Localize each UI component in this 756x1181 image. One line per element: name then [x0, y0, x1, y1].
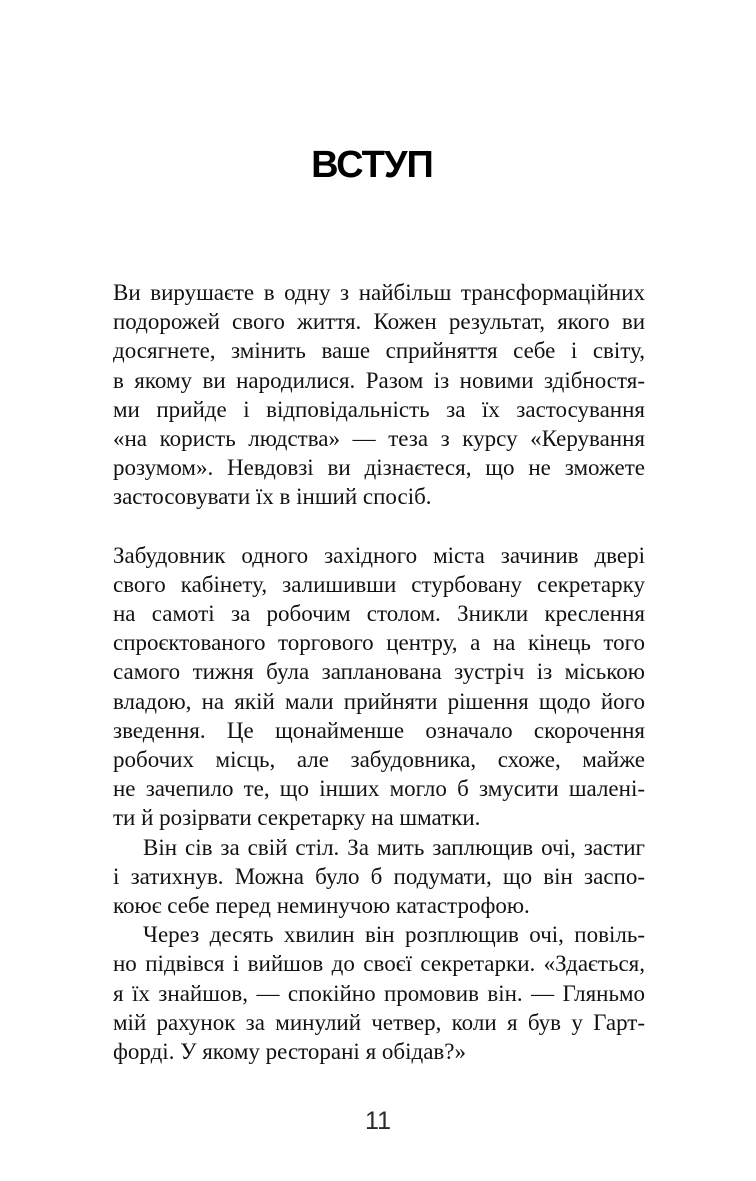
text-line: Забудовник одного західного міста зачинив двері: [113, 542, 645, 568]
text-line: Ви вирушаєте в одну з найбільш трансформаційних: [113, 280, 645, 305]
paragraph: [113, 920, 645, 1066]
text-line: владою, на якій мали прийняти рішення щодо його: [113, 688, 645, 714]
text-line: «на користь людства» — теза з курсу «Керування: [113, 425, 645, 451]
text-line: в якому ви народилися. Разом із новими здібностя-: [113, 367, 645, 393]
body-text: [113, 278, 645, 1066]
text-line: коює себе перед неминучою катастрофою.: [113, 892, 530, 918]
text-line: на самоті за робочим столом. Зникли креслення: [113, 601, 645, 627]
chapter-title: ВСТУП: [311, 144, 433, 186]
paragraph: [113, 541, 645, 833]
text-line: спроєктованого торгового центру, а на кінець того: [113, 630, 645, 656]
paragraph: [113, 278, 645, 512]
page-number: 11: [365, 1107, 391, 1135]
text-line: я їх знайшов, — спокійно промовив він. — Гляньмо: [113, 980, 645, 1006]
text-line: і затихнув. Можна було б подумати, що він заспо-: [113, 863, 645, 889]
text-line: форді. У якому ресторані я обідав?»: [113, 1038, 466, 1064]
text-line: самого тижня була запланована зустріч із міською: [113, 659, 645, 685]
text-line: робочих місць, але забудовника, схоже, майже: [113, 747, 645, 772]
paragraph: [113, 833, 645, 921]
text-line: Він сів за свій стіл. За мить заплющив очі, застиг: [143, 834, 645, 860]
text-line: но підвівся і вийшов до своєї секретарки. «Здається,: [113, 951, 645, 977]
text-line: не зачепило те, що інших могло б змусити шалені-: [113, 776, 645, 802]
text-line: розумом». Невдовзі ви дізнаєтеся, що не зможете: [113, 455, 645, 481]
text-line: досягнете, змінить ваше сприйняття себе і світу,: [113, 338, 645, 364]
text-line: Через десять хвилин він розплющив очі, повіль-: [143, 922, 645, 948]
text-line: ми прийде і відповідальність за їх застосування: [113, 396, 645, 422]
text-line: ти й розірвати секретарку на шматки.: [113, 805, 481, 831]
text-line: застосовувати їх в інший спосіб.: [113, 484, 432, 510]
text-line: свого кабінету, залишивши стурбовану секретарку: [113, 571, 645, 597]
text-line: зведення. Це щонайменше означало скорочення: [113, 717, 645, 743]
text-line: подорожей свого життя. Кожен результат, якого ви: [113, 309, 645, 335]
text-line: мій рахунок за минулий четвер, коли я був у Гарт-: [113, 1009, 645, 1035]
